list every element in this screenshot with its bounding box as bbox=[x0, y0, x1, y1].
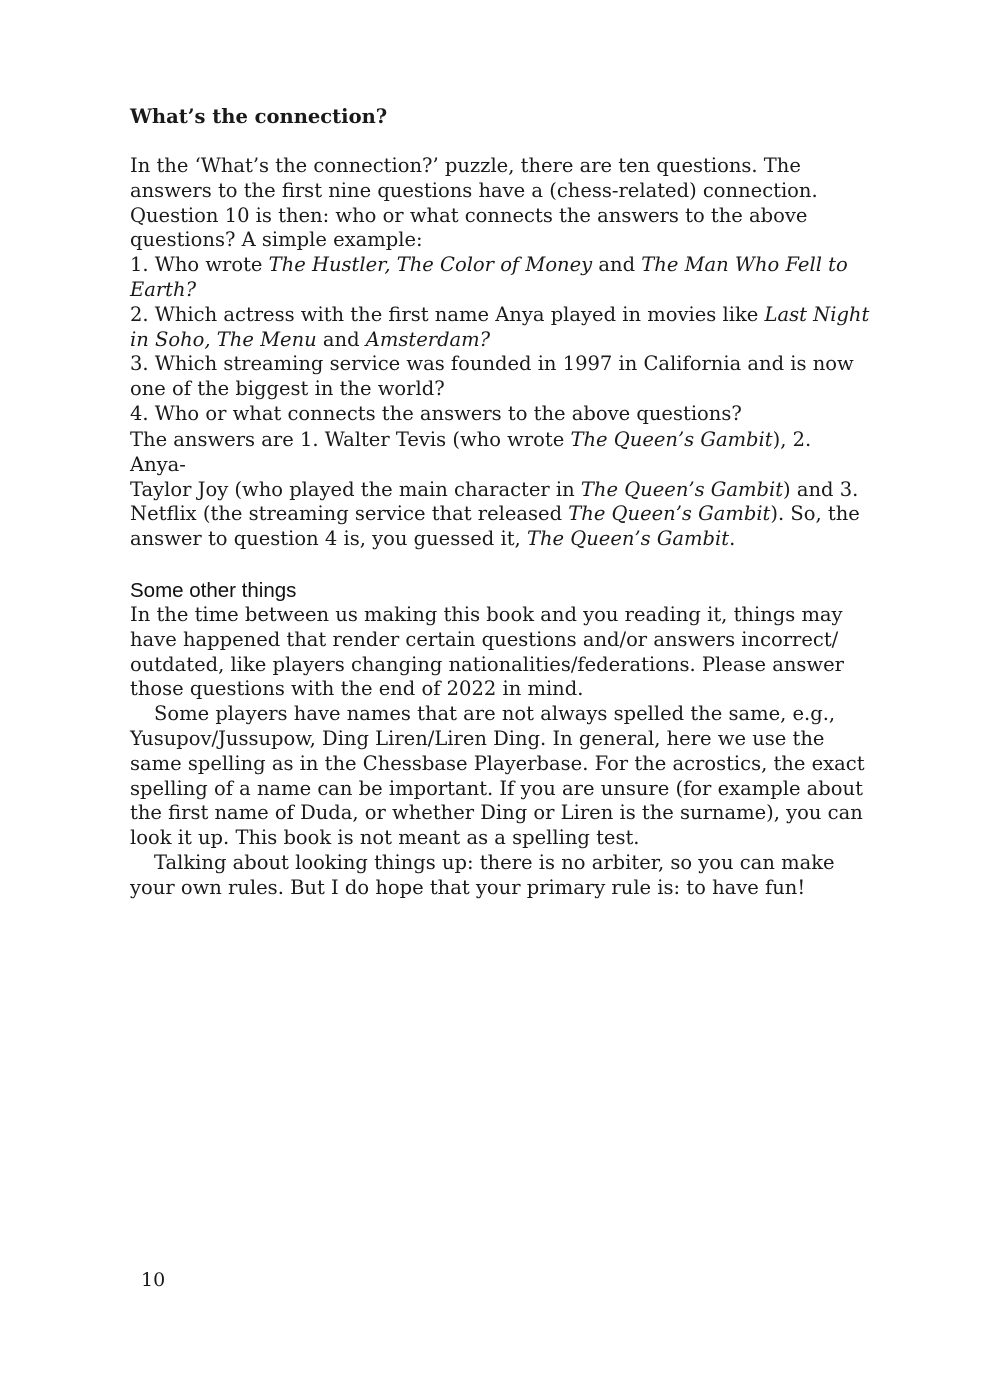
example-question-2: 2. Which actress with the first name Anya played in movies like Last Night bbox=[130, 302, 870, 326]
text-line: In the time between us making this book and you reading it, things may bbox=[130, 603, 843, 626]
section-heading-connection: What’s the connection? bbox=[130, 105, 388, 128]
other-things-body bbox=[130, 603, 865, 901]
example-question-2-cont: in Soho, The Menu and Amsterdam? bbox=[130, 327, 491, 351]
text-line: spelling of a name can be important. If you are unsure (for example about bbox=[130, 776, 863, 800]
section-heading-other-things: Some other things bbox=[130, 579, 297, 602]
text-line: Question 10 is then: who or what connects the answers to the above bbox=[130, 203, 808, 227]
text-line: your own rules. But I do hope that your primary rule is: to have fun! bbox=[130, 875, 806, 899]
connection-answers bbox=[130, 428, 870, 552]
text-line: Netflix (the streaming service that released The Queen’s Gambit). So, the bbox=[130, 502, 860, 526]
connection-intro bbox=[130, 154, 870, 427]
text-line: answers to the first nine questions have a (chess-related) connection. bbox=[130, 178, 818, 202]
text-line: questions? A simple example: bbox=[130, 228, 423, 252]
text-line: the first name of Duda, or whether Ding or Liren is the surname), you can bbox=[130, 801, 863, 825]
text-line: answer to question 4 is, you guessed it, The Queen’s Gambit. bbox=[130, 527, 736, 551]
text-line: Talking about looking things up: there is no arbiter, so you can make bbox=[154, 850, 835, 874]
text-line: have happened that render certain questions and/or answers incorrect/ bbox=[130, 627, 839, 651]
example-question-3-cont: one of the biggest in the world? bbox=[130, 377, 445, 401]
text-line: In the ‘What’s the connection?’ puzzle, there are ten questions. The bbox=[130, 154, 801, 177]
text-line: look it up. This book is not meant as a spelling test. bbox=[130, 826, 640, 850]
example-question-3: 3. Which streaming service was founded in 1997 in California and is now bbox=[130, 352, 854, 376]
example-question-4: 4. Who or what connects the answers to the above questions? bbox=[130, 401, 742, 425]
text-line: Some players have names that are not always spelled the same, e.g., bbox=[154, 702, 836, 726]
text-line: The answers are 1. Walter Tevis (who wrote The Queen’s Gambit), 2. Anya- bbox=[130, 428, 812, 476]
text-line: those questions with the end of 2022 in mind. bbox=[130, 677, 584, 701]
text-line: same spelling as in the Chessbase Playerbase. For the acrostics, the exact bbox=[130, 751, 865, 775]
text-line: outdated, like players changing nationalities/federations. Please answer bbox=[130, 652, 844, 676]
page-number: 10 bbox=[141, 1269, 166, 1291]
text-line: Taylor Joy (who played the main character in The Queen’s Gambit) and 3. bbox=[130, 477, 859, 501]
example-question-1: 1. Who wrote The Hustler, The Color of Money and The Man Who Fell to Earth? bbox=[130, 253, 848, 301]
text-line: Yusupov/Jussupow, Ding Liren/Liren Ding. In general, here we use the bbox=[130, 726, 825, 750]
